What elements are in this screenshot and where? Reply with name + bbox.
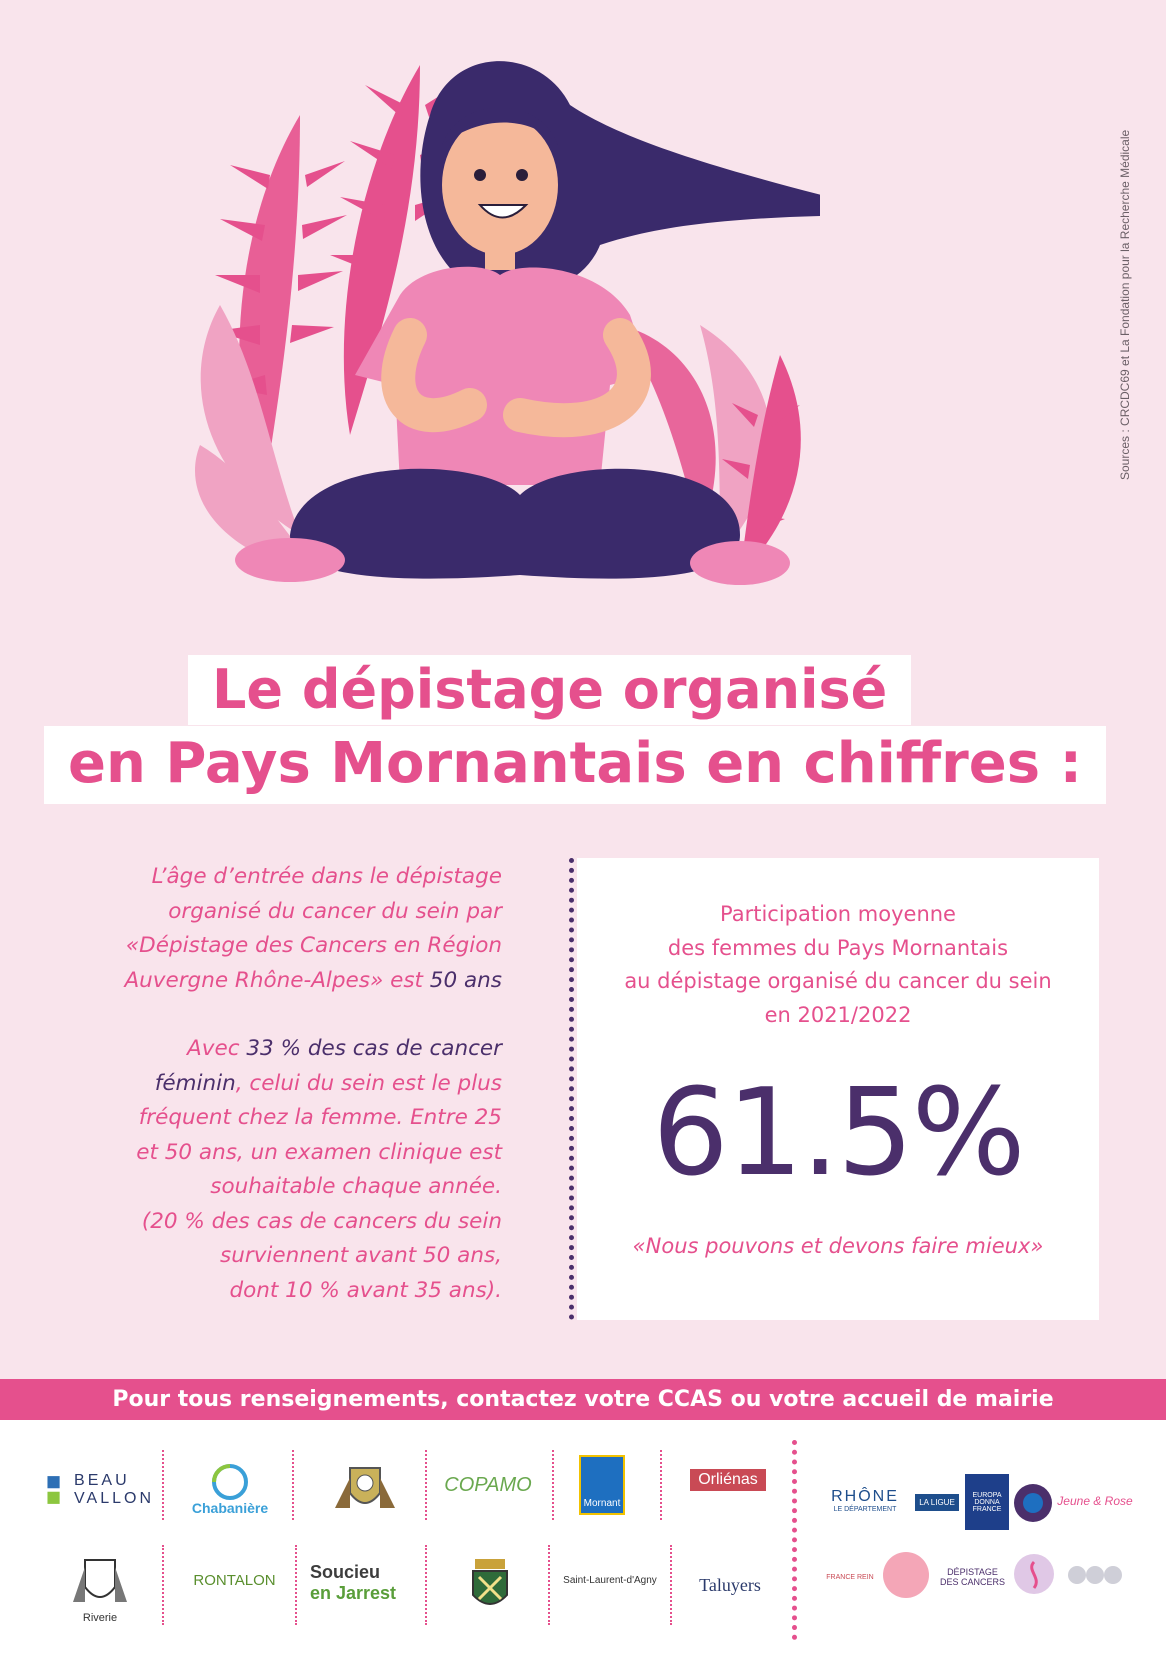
saint-laurent-logo (555, 1560, 665, 1600)
participation-quote: «Nous pouvons et devons faire mieux» (632, 1234, 1044, 1258)
logo-divider (162, 1545, 164, 1625)
participation-caption (577, 898, 1099, 1032)
text-line: dont 10 % avant 35 ans). (229, 1277, 502, 1303)
logo-divider (292, 1450, 294, 1520)
info-text (60, 860, 502, 1308)
logo-divider (548, 1545, 550, 1625)
logo-text: LE DÉPARTEMENT (833, 1505, 897, 1513)
dotted-divider (569, 858, 575, 1320)
jeune-rose-logo (1055, 1486, 1135, 1516)
coat-of-arms-icon (465, 1555, 515, 1615)
entry-age-paragraph (60, 860, 502, 998)
taluyers-logo (685, 1550, 775, 1620)
caption-line: des femmes du Pays Mornantais (667, 935, 1009, 960)
title-line-2: en Pays Mornantais en chiffres : (44, 726, 1106, 804)
feminine-highlight: féminin (154, 1070, 236, 1096)
text-fragment: , celui du sein est le plus (235, 1070, 502, 1096)
ribbon-circle-logo (1010, 1550, 1058, 1598)
text-fragment: Auvergne Rhône-Alpes» est (124, 967, 430, 993)
logo-divider (425, 1545, 427, 1625)
circles-icon (1065, 1563, 1125, 1587)
text-line (60, 964, 502, 999)
partner-divider (792, 1440, 797, 1640)
logo-text: Mornant (579, 1455, 625, 1515)
logo-text: Soucieu (310, 1561, 381, 1582)
caption-line: en 2021/2022 (764, 1002, 912, 1027)
depistage-cancers-logo (935, 1558, 1010, 1596)
logo-text: BEAU (74, 1472, 130, 1489)
logo-text: VALLON (74, 1490, 154, 1507)
beauvallon-logo (44, 1460, 154, 1520)
rhone-logo (825, 1480, 905, 1520)
logo-divider (295, 1545, 297, 1625)
participation-box (577, 858, 1099, 1320)
participation-rate: 61.5% (652, 1064, 1024, 1203)
coat-of-arms-icon (325, 1458, 405, 1518)
text-line: fréquent chez la femme. Entre 25 (138, 1105, 502, 1130)
logo-divider (660, 1450, 662, 1520)
logo-text: Jeune & Rose (1057, 1494, 1133, 1508)
text-line: L’âge d’entrée dans le dépistage (151, 864, 502, 889)
logo-text: Orliénas (690, 1469, 766, 1491)
text-line (60, 1032, 502, 1067)
title-line-1: Le dépistage organisé (188, 655, 911, 725)
soucieu-logo (310, 1555, 420, 1610)
logo-text: Taluyers (699, 1574, 761, 1595)
text-line: et 50 ans, un examen clinique est (136, 1139, 502, 1165)
logo-text: en Jarrest (310, 1582, 397, 1603)
pink-circle-logo (878, 1550, 933, 1600)
logo-text: Saint-Laurent-d'Agny (563, 1574, 657, 1586)
percentage-highlight: 33 % des cas de cancer (246, 1036, 502, 1061)
logo-text: EUROPA DONNA FRANCE (965, 1474, 1009, 1530)
logo-divider (670, 1545, 672, 1625)
logo-text: RHÔNE (831, 1487, 899, 1505)
text-line: «Dépistage des Cancers en Région (125, 933, 502, 958)
chabaniere-icon (200, 1464, 260, 1500)
caption-line: au dépistage organisé du cancer du sein (624, 969, 1052, 993)
partner-logo (1060, 1560, 1130, 1590)
partner-logos (0, 1420, 1166, 1654)
mornant-logo (577, 1450, 627, 1520)
riverie-logo (60, 1545, 140, 1630)
europa-donna-logo (963, 1472, 1011, 1532)
chabaniere-logo (180, 1455, 280, 1525)
caption-line: Participation moyenne (720, 902, 956, 926)
pink-circle-icon (881, 1550, 931, 1600)
logo-divider (162, 1450, 164, 1520)
ligue-logo (912, 1488, 962, 1516)
entry-age-value: 50 ans (429, 967, 502, 993)
logo-text: RONTALON (193, 1571, 276, 1589)
rontalon-logo (182, 1560, 287, 1600)
logo-text: COPAMO (444, 1473, 532, 1496)
sources-note: Sources : CRCDC69 et La Fondation pour la Recherche Médicale (1118, 129, 1132, 480)
text-line: surviennent avant 50 ans, (220, 1243, 502, 1268)
statistics-paragraph (60, 1032, 502, 1308)
logo-divider (425, 1450, 427, 1520)
logo-text: LA LIGUE (915, 1494, 959, 1511)
logo-text: DÉPISTAGE (947, 1567, 998, 1577)
municipal-coat-of-arms (460, 1550, 520, 1620)
logo-text: FRANCE REIN (826, 1574, 874, 1581)
text-fragment: Avec (187, 1036, 247, 1061)
mornant-coat-of-arms (320, 1455, 410, 1520)
logo-divider (552, 1450, 554, 1520)
copamo-logo (438, 1460, 538, 1510)
france-rein-logo (825, 1555, 875, 1600)
orlienas-logo (678, 1465, 778, 1495)
logo-text: Chabanière (191, 1500, 269, 1516)
riverie-coat-icon (65, 1552, 135, 1612)
logo-text: Riverie (82, 1611, 118, 1624)
ribbon-icon (1012, 1552, 1056, 1596)
woman-illustration (180, 15, 820, 635)
text-line (60, 1067, 502, 1102)
text-line: souhaitable chaque année. (210, 1174, 502, 1199)
text-line: (20 % des cas de cancers du sein (141, 1208, 502, 1234)
contact-banner: Pour tous renseignements, contactez votre CCAS ou votre accueil de mairie (0, 1379, 1166, 1420)
association-logo (1010, 1480, 1055, 1525)
logo-text: DES CANCERS (939, 1577, 1005, 1587)
text-line: organisé du cancer du sein par (168, 898, 502, 924)
association-icon (1012, 1482, 1054, 1524)
beauvallon-icon (44, 1470, 70, 1510)
